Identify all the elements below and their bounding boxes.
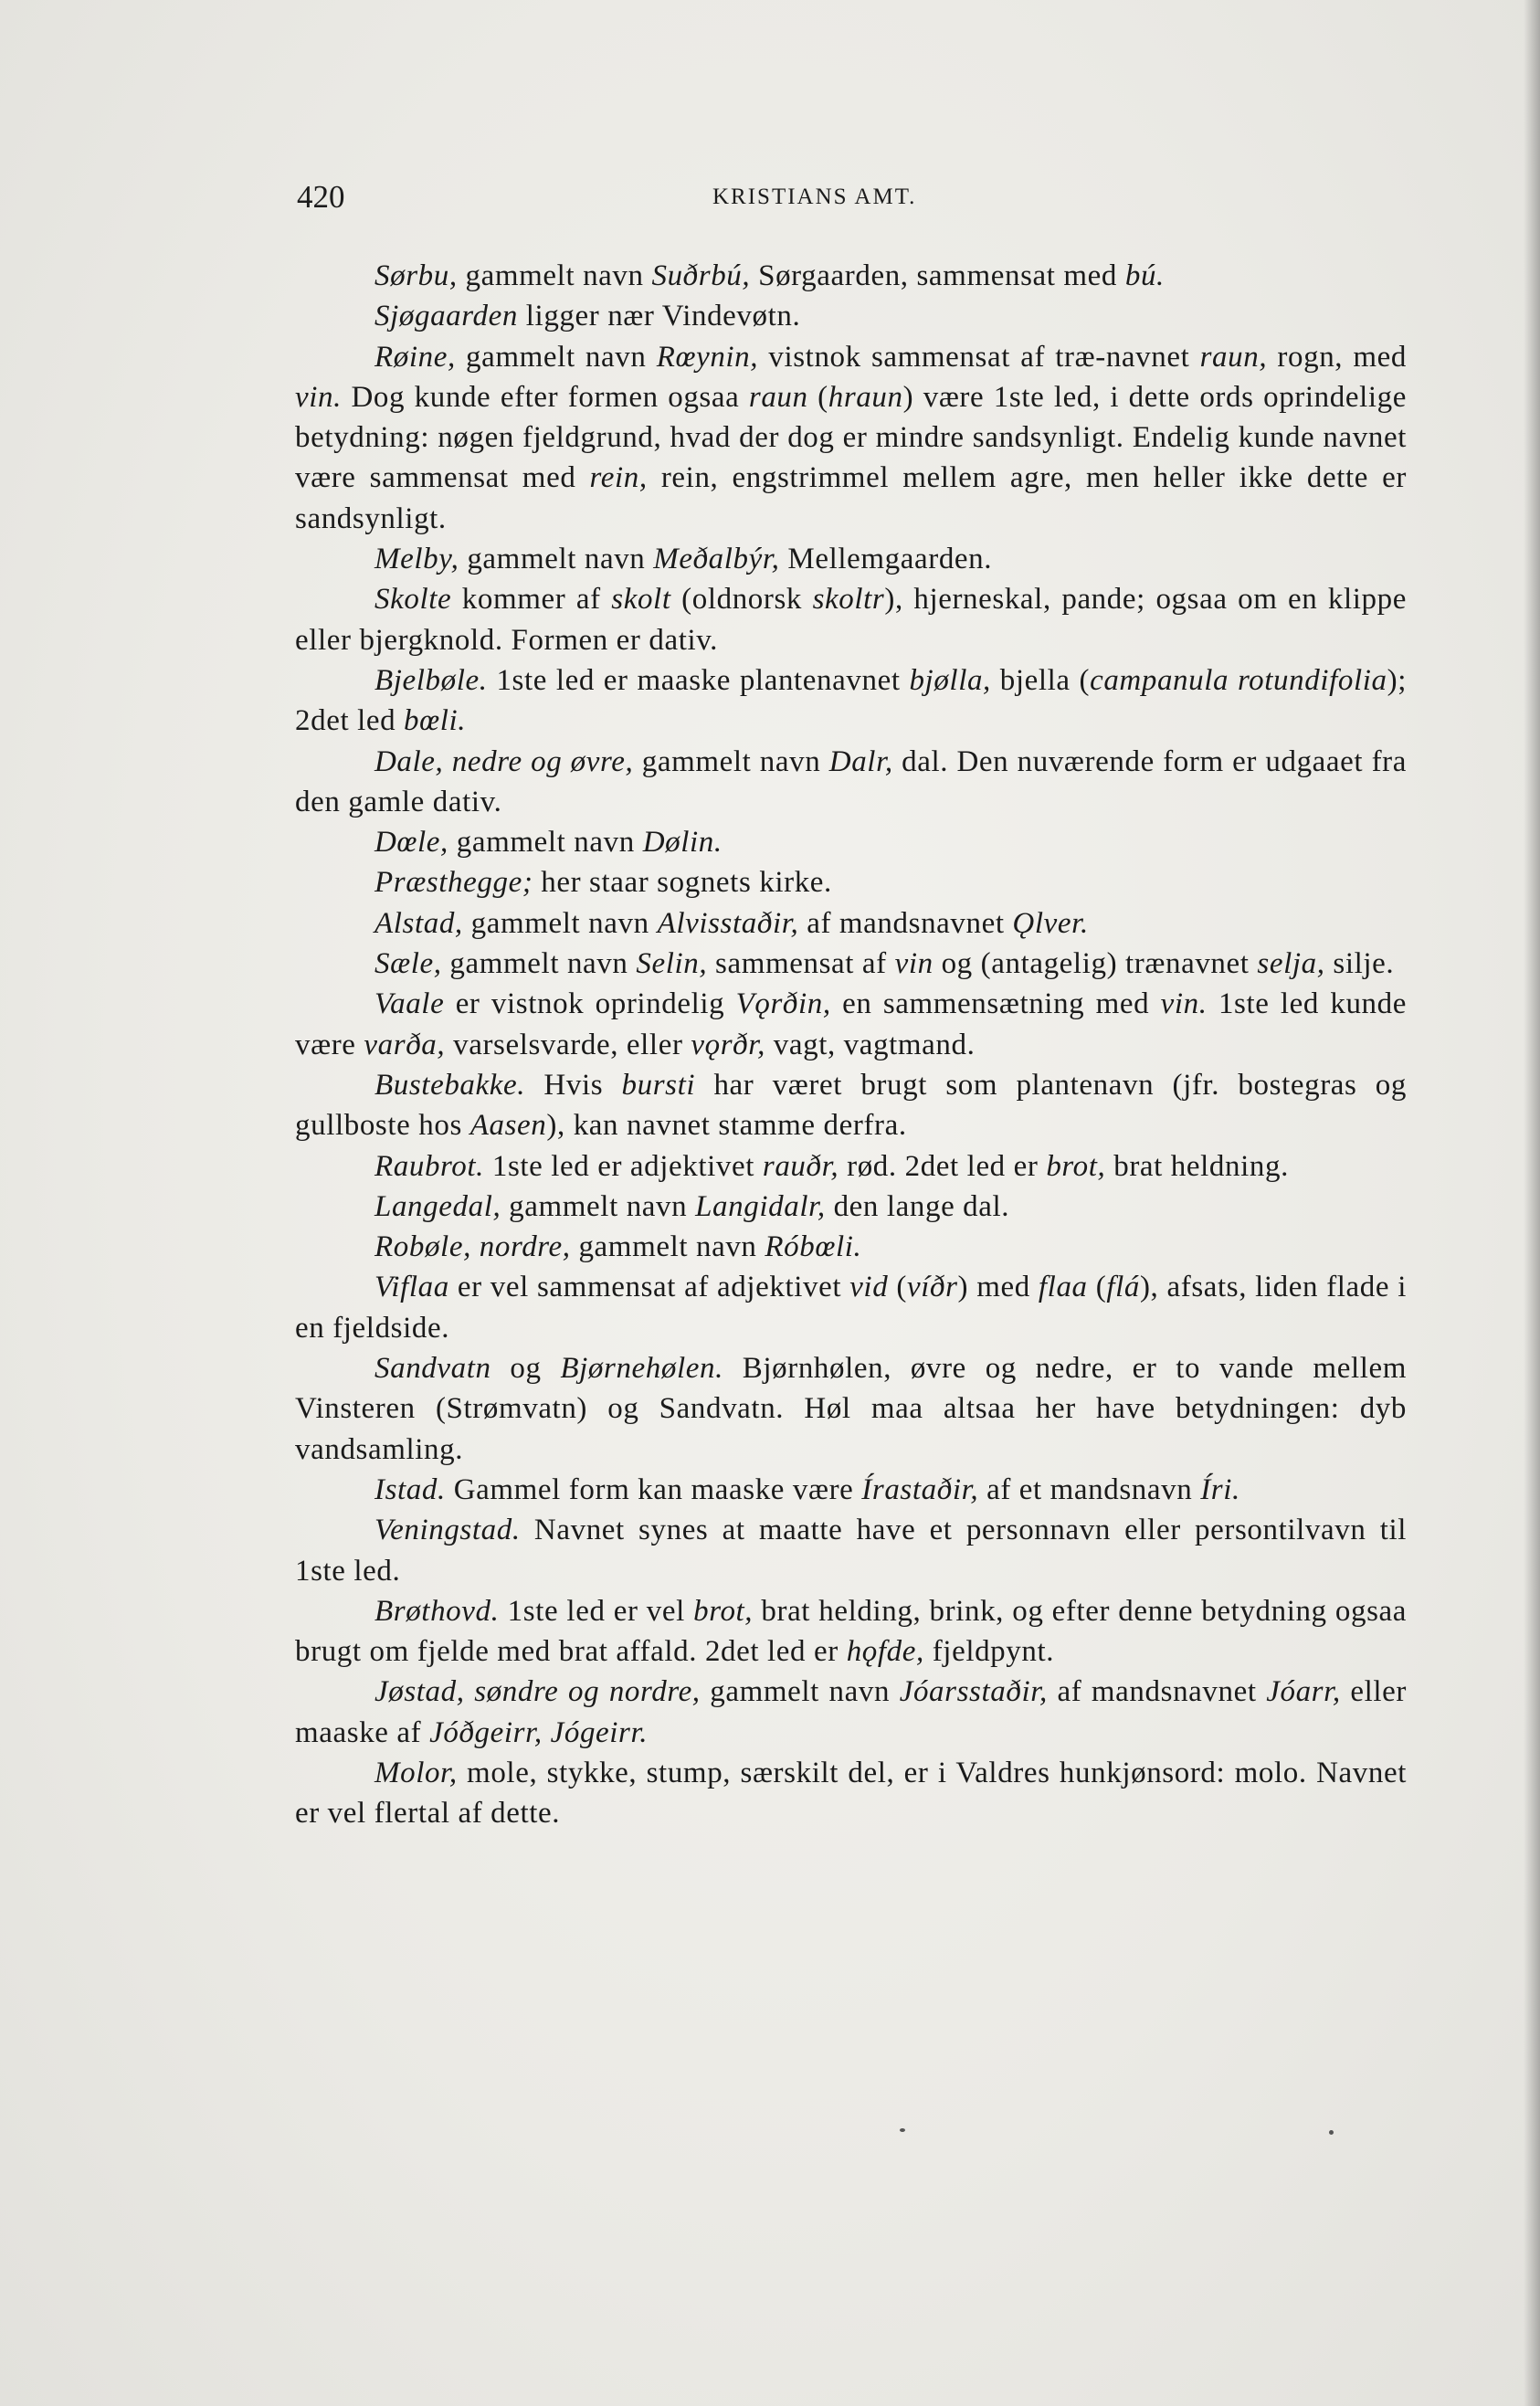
entry-paragraph bbox=[295, 944, 1407, 984]
entry-paragraph bbox=[295, 1267, 1407, 1348]
text-run: ligger nær Vindevøtn. bbox=[517, 300, 801, 333]
text-run: gammelt navn bbox=[633, 744, 829, 778]
italic-term: rein, bbox=[589, 461, 648, 495]
text-run: gammelt navn bbox=[459, 543, 654, 576]
text-run: brat helding, brink, og efter denne betydning ogsaa brugt om fjelde med brat affald. 2det led er bbox=[295, 1594, 1407, 1669]
italic-term: Jóarsstaðir, bbox=[899, 1675, 1048, 1709]
text-run: vistnok sammensat af træ-navnet bbox=[758, 340, 1200, 374]
text-run: gammelt navn bbox=[448, 826, 643, 860]
italic-term: skolt bbox=[611, 583, 671, 617]
text-run: Mellemgaarden. bbox=[779, 543, 993, 576]
italic-term: Vaale bbox=[374, 987, 445, 1021]
text-run: gammelt navn bbox=[501, 1189, 696, 1223]
italic-term: vin. bbox=[295, 380, 342, 414]
italic-term: vǫrðr, bbox=[691, 1028, 765, 1061]
italic-term: hraun bbox=[828, 380, 903, 414]
text-run: rein, engstrimmel mellem agre, men heller ikke dette er sandsynligt. bbox=[295, 461, 1407, 535]
text-run: eller maaske af bbox=[295, 1675, 1407, 1749]
text-run: vagt, vagtmand. bbox=[765, 1028, 976, 1061]
entry-paragraph bbox=[295, 256, 1407, 296]
text-run: 1ste led er maaske plantenavnet bbox=[487, 663, 910, 697]
text-run: (oldnorsk bbox=[670, 583, 813, 617]
italic-term: Jóarr, bbox=[1266, 1675, 1341, 1709]
text-run: 1ste led er vel bbox=[499, 1594, 694, 1628]
entry-paragraph bbox=[295, 1227, 1407, 1267]
italic-term: Suðrbú, bbox=[651, 259, 751, 292]
running-head: KRISTIANS AMT. bbox=[712, 185, 917, 209]
italic-term: Dale, nedre og øvre, bbox=[374, 744, 634, 778]
text-run: Sørgaarden, sammensat med bbox=[750, 259, 1125, 292]
text-run: varselsvarde, eller bbox=[445, 1028, 691, 1061]
italic-term: Skolte bbox=[374, 583, 452, 617]
text-run: brat heldning. bbox=[1105, 1149, 1289, 1183]
text-run: Dog kunde efter formen ogsaa bbox=[341, 380, 749, 414]
italic-term: Veningstad. bbox=[374, 1514, 521, 1547]
italic-term: Præsthegge; bbox=[374, 866, 533, 900]
text-run: Bjørnhølen, øvre og nedre, er to vande mellem Vinsteren (Strømvatn) og Sandvatn. Høl maa altsaa her have betydningen: dyb vandsamling. bbox=[295, 1352, 1407, 1466]
text-run: er vel sammensat af adjektivet bbox=[448, 1271, 850, 1304]
text-run: ) med bbox=[957, 1271, 1039, 1304]
italic-term: Vǫrðin, bbox=[735, 987, 831, 1021]
text-run: ); 2det led bbox=[295, 663, 1407, 738]
print-speck bbox=[1329, 2130, 1334, 2135]
italic-term: Røine, bbox=[374, 340, 456, 374]
italic-term: Bjelbøle. bbox=[374, 663, 488, 697]
entry-paragraph bbox=[295, 1753, 1407, 1834]
italic-term: raun bbox=[748, 380, 808, 414]
entry-paragraph bbox=[295, 1510, 1407, 1591]
italic-term: Langedal, bbox=[374, 1189, 501, 1223]
text-run: Navnet synes at maatte have et personnavn eller persontilvavn til 1ste led. bbox=[295, 1514, 1407, 1588]
italic-term: Rœynin, bbox=[656, 340, 759, 374]
entry-paragraph bbox=[295, 862, 1407, 902]
text-run: kommer af bbox=[451, 583, 612, 617]
text-run: gammelt navn bbox=[700, 1675, 900, 1709]
italic-term: Aasen bbox=[469, 1109, 547, 1143]
italic-term: Meðalbýr, bbox=[653, 543, 780, 576]
italic-term: Alstad, bbox=[374, 906, 463, 940]
text-run: silje. bbox=[1324, 947, 1395, 981]
print-speck bbox=[900, 2128, 905, 2132]
text-run: er vistnok oprindelig bbox=[444, 987, 736, 1021]
text-run: en sammensætning med bbox=[830, 987, 1161, 1021]
entry-paragraph bbox=[295, 1470, 1407, 1510]
text-run: af mandsnavnet bbox=[1047, 1675, 1267, 1709]
italic-term: rauðr, bbox=[762, 1149, 839, 1183]
entry-paragraph bbox=[295, 539, 1407, 579]
text-run: ( bbox=[888, 1271, 907, 1304]
italic-term: Jøstad, søndre og nordre, bbox=[374, 1675, 701, 1709]
italic-term: Sandvatn bbox=[374, 1352, 491, 1386]
text-run: og bbox=[490, 1352, 561, 1386]
text-run: af et mandsnavn bbox=[978, 1472, 1201, 1506]
italic-term: Sæle, bbox=[374, 947, 442, 981]
text-run: ( bbox=[807, 380, 828, 414]
italic-term: campanula rotundifolia bbox=[1090, 663, 1387, 697]
entry-paragraph bbox=[295, 984, 1407, 1065]
italic-term: vin bbox=[894, 947, 933, 981]
entry-paragraph bbox=[295, 1065, 1407, 1146]
italic-term: Bjørnehølen. bbox=[560, 1352, 723, 1386]
italic-term: bú. bbox=[1124, 259, 1165, 292]
entry-paragraph bbox=[295, 1348, 1407, 1470]
italic-term: Dalr, bbox=[828, 744, 893, 778]
italic-term: Sjøgaarden bbox=[374, 300, 518, 333]
italic-term: Dølin. bbox=[642, 826, 723, 860]
entry-paragraph bbox=[295, 1146, 1407, 1187]
italic-term: varða, bbox=[364, 1028, 446, 1061]
italic-term: Brøthovd. bbox=[374, 1594, 500, 1628]
text-run: gammelt navn bbox=[441, 947, 637, 981]
italic-term: flá bbox=[1106, 1271, 1140, 1304]
italic-term: hǫfde, bbox=[846, 1635, 924, 1669]
text-run: har været brugt som plantenavn (jfr. bostegras og gullboste hos bbox=[295, 1068, 1407, 1143]
italic-term: brot, bbox=[1046, 1149, 1106, 1183]
italic-term: skoltr bbox=[812, 583, 885, 617]
text-run: ), afsats, liden flade i en fjeldside. bbox=[295, 1271, 1407, 1345]
italic-term: Sørbu, bbox=[374, 259, 458, 292]
entry-paragraph bbox=[295, 903, 1407, 944]
italic-term: bœli. bbox=[404, 704, 467, 738]
text-run: gammelt navn bbox=[570, 1230, 765, 1264]
text-run: gammelt navn bbox=[462, 906, 658, 940]
entry-paragraph bbox=[295, 296, 1407, 336]
italic-term: bjølla, bbox=[909, 663, 991, 697]
italic-term: Istad. bbox=[374, 1472, 446, 1506]
italic-term: víðr bbox=[906, 1271, 958, 1304]
text-run: ), hjerneskal, pande; ogsaa om en klippe eller bjergknold. Formen er dativ. bbox=[295, 583, 1407, 657]
italic-term: Jógeirr. bbox=[550, 1715, 649, 1749]
entry-paragraph bbox=[295, 337, 1407, 539]
entry-paragraph bbox=[295, 660, 1407, 742]
text-run: og (antagelig) trænavnet bbox=[933, 947, 1258, 981]
italic-term: Robøle, nordre, bbox=[374, 1230, 571, 1264]
entry-paragraph bbox=[295, 1591, 1407, 1673]
italic-term: Viflaa bbox=[374, 1271, 449, 1304]
entry-paragraph bbox=[295, 1187, 1407, 1227]
italic-term: Molor, bbox=[374, 1756, 458, 1789]
italic-term: Selin, bbox=[636, 947, 708, 981]
text-run bbox=[543, 1716, 551, 1749]
text-run: af mandsnavnet bbox=[798, 906, 1013, 940]
italic-term: brot, bbox=[693, 1594, 754, 1628]
italic-term: Íri. bbox=[1200, 1472, 1240, 1506]
italic-term: Jóðgeirr, bbox=[429, 1715, 543, 1749]
text-run: Hvis bbox=[525, 1068, 622, 1102]
text-run: rogn, med bbox=[1267, 340, 1407, 374]
text-run: her staar sognets kirke. bbox=[533, 866, 832, 900]
text-run: den lange dal. bbox=[825, 1189, 1010, 1223]
text-run: rød. 2det led er bbox=[839, 1149, 1047, 1183]
text-run: dal. Den nuværende form er udgaaet fra den gamle dativ. bbox=[295, 744, 1408, 818]
italic-term: Ǫlver. bbox=[1012, 906, 1089, 940]
italic-term: Raubrot. bbox=[374, 1149, 484, 1183]
italic-term: Írastaðir, bbox=[861, 1472, 979, 1506]
italic-term: Melby, bbox=[374, 543, 459, 576]
italic-term: Alvisstaðir, bbox=[657, 906, 799, 940]
page-header bbox=[297, 179, 1407, 216]
entry-paragraph bbox=[295, 742, 1407, 823]
entry-paragraph bbox=[295, 579, 1407, 660]
italic-term: Róbœli. bbox=[765, 1230, 862, 1264]
italic-term: vid bbox=[849, 1271, 889, 1304]
text-run: ( bbox=[1087, 1271, 1107, 1304]
text-run: ) være 1ste led, i dette ords oprindelige betydning: nøgen fjeldgrund, hvad der dog er mindre sandsynligt. Endelig kunde navnet være sammensat med bbox=[295, 380, 1407, 495]
italic-term: flaa bbox=[1038, 1271, 1088, 1304]
text-run: mole, stykke, stump, særskilt del, er i Valdres hunkjønsord: molo. Navnet er vel flertal af dette. bbox=[295, 1756, 1407, 1831]
italic-term: raun, bbox=[1199, 340, 1268, 374]
italic-term: Bustebakke. bbox=[374, 1068, 526, 1102]
entry-paragraph bbox=[295, 822, 1407, 862]
text-run: 1ste led kunde være bbox=[295, 987, 1407, 1061]
text-run: fjeldpynt. bbox=[923, 1635, 1055, 1669]
italic-term: Langidalr, bbox=[695, 1189, 826, 1223]
text-run: gammelt navn bbox=[457, 259, 652, 292]
italic-term: selja, bbox=[1257, 947, 1325, 981]
page-edge-shadow bbox=[1524, 0, 1540, 2406]
entry-paragraph bbox=[295, 1672, 1407, 1753]
text-run: ), kan navnet stamme derfra. bbox=[546, 1109, 907, 1143]
text-run: sammensat af bbox=[707, 947, 895, 981]
text-run: bjella ( bbox=[990, 663, 1091, 697]
italic-term: bursti bbox=[621, 1068, 696, 1102]
body-text bbox=[295, 256, 1407, 1834]
text-run: 1ste led er adjektivet bbox=[484, 1149, 763, 1183]
page-number: 420 bbox=[297, 179, 345, 215]
text-run: gammelt navn bbox=[455, 340, 657, 374]
text-run: Gammel form kan maaske være bbox=[445, 1472, 862, 1506]
italic-term: Dœle, bbox=[374, 826, 448, 860]
italic-term: vin. bbox=[1160, 987, 1208, 1021]
